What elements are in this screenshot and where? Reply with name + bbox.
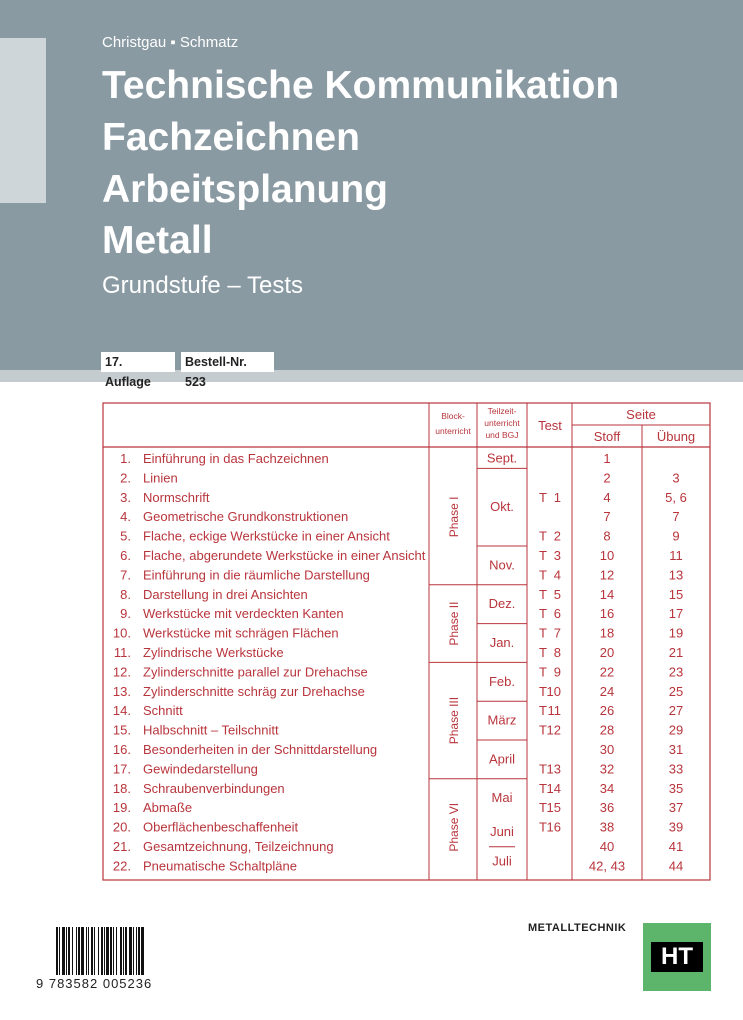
row-uebung: 33 [668, 761, 684, 777]
row-test-prefix: T [539, 664, 547, 680]
barcode-bar [125, 927, 127, 975]
row-uebung: 3 [672, 470, 680, 486]
row-topic: Einführung in die räumliche Darstellung [143, 567, 370, 583]
phase-label: Phase I [447, 496, 461, 538]
table-body [113, 451, 687, 873]
row-uebung: 7 [672, 509, 680, 525]
row-test-prefix: T [539, 528, 547, 544]
barcode-bar [81, 927, 84, 975]
row-uebung: 41 [668, 839, 684, 854]
table-row [120, 587, 683, 602]
table-row [113, 703, 683, 718]
row-test-prefix: T [539, 722, 547, 738]
barcode-bar [106, 927, 109, 975]
row-number: 10. [112, 625, 131, 641]
barcode-bar [141, 927, 144, 975]
row-topic: Zylinderschnitte schräg zur Drehachse [143, 683, 365, 699]
row-number: 2. [120, 470, 131, 486]
row-topic: Flache, eckige Werkstücke in einer Ansicht [143, 528, 390, 544]
barcode-bar [56, 927, 58, 975]
row-number: 19. [112, 800, 131, 816]
barcode-bar [101, 927, 103, 975]
header-block-b: unterricht [435, 426, 471, 436]
month-label: Okt. [490, 499, 514, 515]
row-uebung: 23 [668, 664, 684, 680]
row-test-number: 8 [553, 645, 561, 660]
row-test-number: 10 [546, 683, 561, 699]
edition-label: 17. Auflage [101, 352, 175, 372]
phase-label: Phase II [447, 601, 461, 646]
ht-logo [643, 923, 711, 991]
row-test-number: 1 [553, 489, 561, 505]
barcode-bar [76, 927, 77, 975]
table-row [113, 820, 683, 835]
row-test-number: 3 [553, 548, 561, 563]
row-test-prefix: T [539, 548, 547, 563]
row-number: 3. [120, 489, 131, 505]
row-stoff: 24 [599, 683, 615, 699]
row-test-prefix: T [539, 800, 547, 816]
header-stoff: Stoff [593, 429, 621, 444]
phase-label: Phase VI [447, 802, 461, 852]
row-topic: Schraubenverbindungen [143, 780, 285, 796]
row-number: 12. [112, 664, 131, 680]
row-stoff: 28 [599, 722, 615, 738]
barcode-bar [113, 927, 114, 975]
row-test-number: 12 [546, 722, 561, 738]
row-stoff: 14 [599, 586, 615, 602]
row-uebung: 27 [668, 703, 684, 719]
row-uebung: 9 [672, 528, 680, 544]
row-topic: Linien [143, 470, 178, 486]
row-stoff: 26 [599, 703, 615, 719]
row-test-number: 11 [547, 703, 561, 719]
title-line-1: Technische Kommunikation [102, 64, 620, 107]
barcode-bar [68, 927, 70, 975]
row-test-number: 16 [546, 819, 561, 835]
table-row [120, 509, 679, 524]
row-stoff: 1 [603, 451, 611, 466]
row-stoff: 36 [599, 800, 615, 816]
table-row [113, 742, 683, 757]
row-topic: Schnitt [143, 703, 183, 719]
barcode-bar [120, 927, 122, 975]
row-number: 17. [112, 761, 131, 777]
row-topic: Normschrift [143, 489, 210, 505]
brand-label: METALLTECHNIK [528, 922, 627, 934]
row-test-prefix: T [539, 819, 547, 835]
table-row [113, 723, 683, 738]
header-teilzeit-b: unterricht [484, 418, 520, 428]
title-line-4: Metall [102, 219, 213, 262]
row-topic: Flache, abgerundete Werkstücke in einer Ansicht [143, 548, 426, 563]
row-topic: Werkstücke mit schrägen Flächen [143, 625, 339, 641]
row-uebung: 5, 6 [665, 489, 687, 505]
table-row [120, 567, 683, 582]
table-row [113, 761, 683, 776]
row-stoff: 38 [599, 819, 615, 835]
row-stoff: 10 [599, 548, 615, 563]
isbn-number: 9 783582 005236 [36, 976, 153, 991]
barcode-bar [136, 927, 137, 975]
row-number: 4. [120, 509, 131, 525]
row-uebung: 11 [669, 548, 683, 563]
row-topic: Abmaße [143, 800, 193, 816]
header-test: Test [538, 418, 562, 433]
barcode-bar [104, 927, 105, 975]
barcode-bar [138, 927, 140, 975]
table-row [114, 645, 683, 660]
row-stoff: 30 [599, 742, 615, 757]
phase-label: Phase III [447, 696, 461, 745]
row-stoff: 4 [603, 489, 611, 505]
month-label: Mai [491, 790, 513, 806]
row-stoff: 16 [599, 606, 615, 622]
row-number: 20. [112, 819, 131, 835]
row-test-number: 9 [553, 664, 561, 680]
row-stoff: 34 [599, 780, 615, 796]
row-uebung: 35 [668, 780, 684, 796]
month-label: Dez. [488, 596, 516, 612]
row-uebung: 21 [668, 645, 684, 660]
row-uebung: 25 [668, 683, 684, 699]
month-label: Juli [492, 853, 512, 869]
table-row [113, 858, 683, 873]
table-row [120, 470, 679, 485]
logo-text: HT [651, 942, 703, 972]
row-test-prefix: T [539, 780, 547, 796]
row-test-number: 13 [546, 761, 561, 777]
subtitle: Grundstufe – Tests [102, 272, 303, 299]
month-label: Nov. [489, 557, 515, 573]
header-seite: Seite [626, 407, 656, 422]
title-line-2: Fachzeichnen [102, 116, 360, 159]
row-test-prefix: T [539, 625, 547, 641]
row-topic: Darstellung in drei Ansichten [143, 586, 308, 602]
month-column [477, 451, 527, 869]
title-line-3: Arbeitsplanung [102, 168, 389, 211]
row-uebung: 37 [668, 800, 684, 816]
row-test-prefix: T [539, 606, 547, 622]
row-uebung: 31 [668, 742, 684, 757]
row-number: 16. [112, 742, 131, 757]
row-number: 21. [112, 839, 131, 854]
row-test-prefix: T [539, 683, 547, 699]
row-stoff: 2 [603, 470, 611, 486]
row-number: 5. [120, 528, 131, 544]
row-number: 7. [120, 567, 131, 583]
row-topic: Gewindedarstellung [143, 761, 258, 777]
row-uebung: 15 [668, 586, 684, 602]
table-row [113, 626, 683, 641]
row-test-number: 4 [553, 567, 561, 583]
row-topic: Zylindrische Werkstücke [143, 645, 284, 660]
header-uebung: Übung [656, 429, 696, 444]
table-row [120, 451, 610, 466]
row-number: 13. [112, 683, 131, 699]
row-stoff: 22 [599, 664, 615, 680]
barcode-bar [59, 927, 60, 975]
row-test-number: 15 [546, 800, 561, 816]
row-topic: Pneumatische Schaltpläne [143, 858, 297, 874]
row-stoff: 18 [599, 625, 615, 641]
barcode-bar [91, 927, 93, 975]
table-row [113, 781, 683, 796]
row-stoff: 8 [603, 528, 611, 544]
row-number: 22. [112, 858, 131, 874]
header-teilzeit-c: und BGJ [485, 430, 519, 440]
barcode-bar [129, 927, 132, 975]
barcode-bar [72, 927, 73, 975]
barcode [56, 927, 176, 975]
row-number: 1. [120, 451, 131, 466]
row-stoff: 20 [599, 645, 615, 660]
row-uebung: 29 [668, 722, 684, 738]
row-topic: Zylinderschnitte parallel zur Drehachse [143, 664, 368, 680]
row-stoff: 7 [603, 509, 611, 525]
phase-column [429, 497, 477, 852]
row-number: 6. [120, 548, 131, 563]
row-stoff: 42, 43 [588, 858, 626, 874]
table-row [113, 684, 683, 699]
table-frame [103, 403, 710, 880]
row-topic: Geometrische Grundkonstruktionen [143, 509, 349, 525]
row-test-prefix: T [539, 703, 547, 719]
row-topic: Gesamtzeichnung, Teilzeichnung [143, 839, 334, 854]
row-uebung: 17 [668, 606, 684, 622]
row-uebung: 13 [668, 567, 684, 583]
table-row [120, 529, 679, 544]
row-test-number: 7 [553, 625, 561, 641]
month-label: Sept. [486, 450, 518, 466]
row-test-number: 6 [553, 606, 561, 622]
order-number-label: Bestell-Nr. 523 [181, 352, 274, 372]
row-number: 11. [113, 645, 131, 660]
table-row [120, 606, 683, 621]
row-number: 15. [112, 722, 131, 738]
barcode-bar [123, 927, 124, 975]
barcode-bar [116, 927, 117, 975]
month-label: März [487, 712, 517, 728]
row-stoff: 32 [599, 761, 615, 777]
row-uebung: 39 [668, 819, 684, 835]
row-test-number: 2 [553, 528, 561, 544]
row-stoff: 40 [599, 839, 615, 854]
header-teilzeit-a: Teilzeit- [487, 406, 517, 416]
barcode-bar [110, 927, 112, 975]
row-stoff: 12 [599, 567, 615, 583]
row-topic: Oberflächenbeschaffenheit [143, 819, 299, 835]
row-uebung: 19 [668, 625, 684, 641]
row-uebung: 44 [668, 858, 684, 874]
barcode-bar [98, 927, 99, 975]
table-row [120, 490, 687, 505]
barcode-bar [66, 927, 67, 975]
table-row [113, 839, 683, 854]
row-number: 14. [112, 703, 131, 719]
row-topic: Einführung in das Fachzeichnen [143, 451, 329, 466]
row-topic: Halbschnitt – Teilschnitt [143, 722, 279, 738]
barcode-bar [133, 927, 134, 975]
month-label: Feb. [488, 673, 516, 689]
row-test-prefix: T [539, 567, 547, 583]
row-test-number: 14 [546, 780, 561, 796]
month-label: Jan. [489, 635, 515, 650]
row-topic: Besonderheiten in der Schnittdarstellung [143, 742, 378, 757]
header-block-a: Block- [441, 411, 465, 421]
row-number: 18. [112, 780, 131, 796]
table-row [113, 800, 683, 815]
table-row [120, 548, 683, 563]
barcode-bar [88, 927, 89, 975]
month-label: April [488, 751, 516, 767]
barcode-bar [62, 927, 65, 975]
row-test-number: 5 [553, 586, 561, 602]
barcode-bar [78, 927, 80, 975]
table-row [113, 664, 683, 679]
authors: Christgau ▪ Schmatz [102, 34, 239, 51]
row-number: 8. [120, 586, 131, 602]
row-number: 9. [120, 606, 131, 622]
barcode-bar [94, 927, 95, 975]
barcode-bar [86, 927, 87, 975]
month-label: Juni [490, 824, 514, 840]
row-test-prefix: T [539, 586, 547, 602]
row-test-prefix: T [539, 489, 547, 505]
row-topic: Werkstücke mit verdeckten Kanten [143, 606, 344, 622]
row-test-prefix: T [539, 645, 547, 660]
row-test-prefix: T [539, 761, 547, 777]
